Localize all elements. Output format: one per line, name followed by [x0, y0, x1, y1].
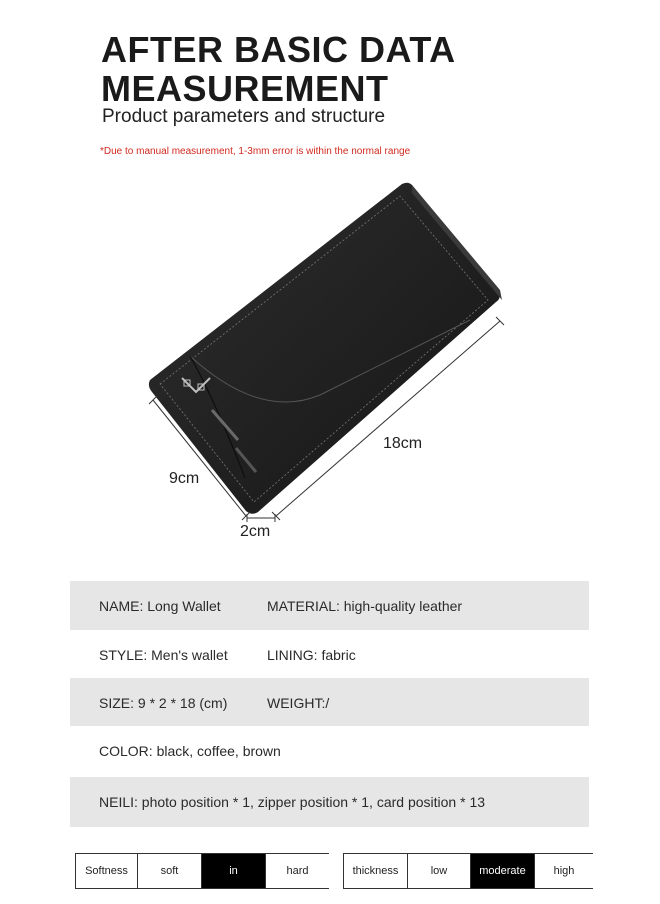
title-line-2: MEASUREMENT [101, 68, 389, 109]
softness-label: Softness [75, 854, 138, 888]
wallet-illustration [0, 170, 660, 560]
thickness-option-moderate: moderate [471, 854, 535, 888]
spec-row-neili [70, 777, 589, 827]
softness-option-soft: soft [138, 854, 202, 888]
spec-neili: NEILI: photo position * 1, zipper position * 1, card position * 13 [99, 794, 486, 810]
spec-name: NAME: Long Wallet [99, 598, 221, 614]
spec-row-name [70, 581, 589, 631]
spec-style: STYLE: Men's wallet [99, 647, 228, 663]
dimension-thickness [247, 514, 275, 522]
spec-material: MATERIAL: high-quality leather [267, 598, 463, 614]
spec-size: SIZE: 9 * 2 * 18 (cm) [99, 695, 228, 711]
page-subtitle: Product parameters and structure [102, 106, 386, 127]
thickness-label: thickness [343, 854, 408, 888]
softness-option-in: in [202, 854, 266, 888]
title-line-1: AFTER BASIC DATA [101, 29, 456, 70]
spec-weight: WEIGHT:/ [267, 695, 330, 711]
dimension-width-label: 9cm [169, 470, 200, 487]
thickness-option-low: low [408, 854, 471, 888]
spec-row-style [70, 630, 589, 680]
thickness-option-high: high [553, 865, 575, 877]
spec-lining: LINING: fabric [267, 647, 356, 663]
measurement-note: *Due to manual measurement, 1-3mm error is within the normal range [100, 146, 411, 157]
softness-scale [75, 853, 329, 889]
spec-row-color [70, 726, 589, 776]
dimension-length-label: 18cm [383, 435, 423, 452]
dimension-thickness-label: 2cm [240, 523, 271, 540]
thickness-scale [343, 853, 593, 889]
spec-row-size [70, 678, 589, 728]
spec-color: COLOR: black, coffee, brown [99, 743, 281, 759]
softness-option-hard: hard [286, 865, 309, 877]
page-title [101, 30, 456, 108]
wallet-image [149, 183, 502, 514]
